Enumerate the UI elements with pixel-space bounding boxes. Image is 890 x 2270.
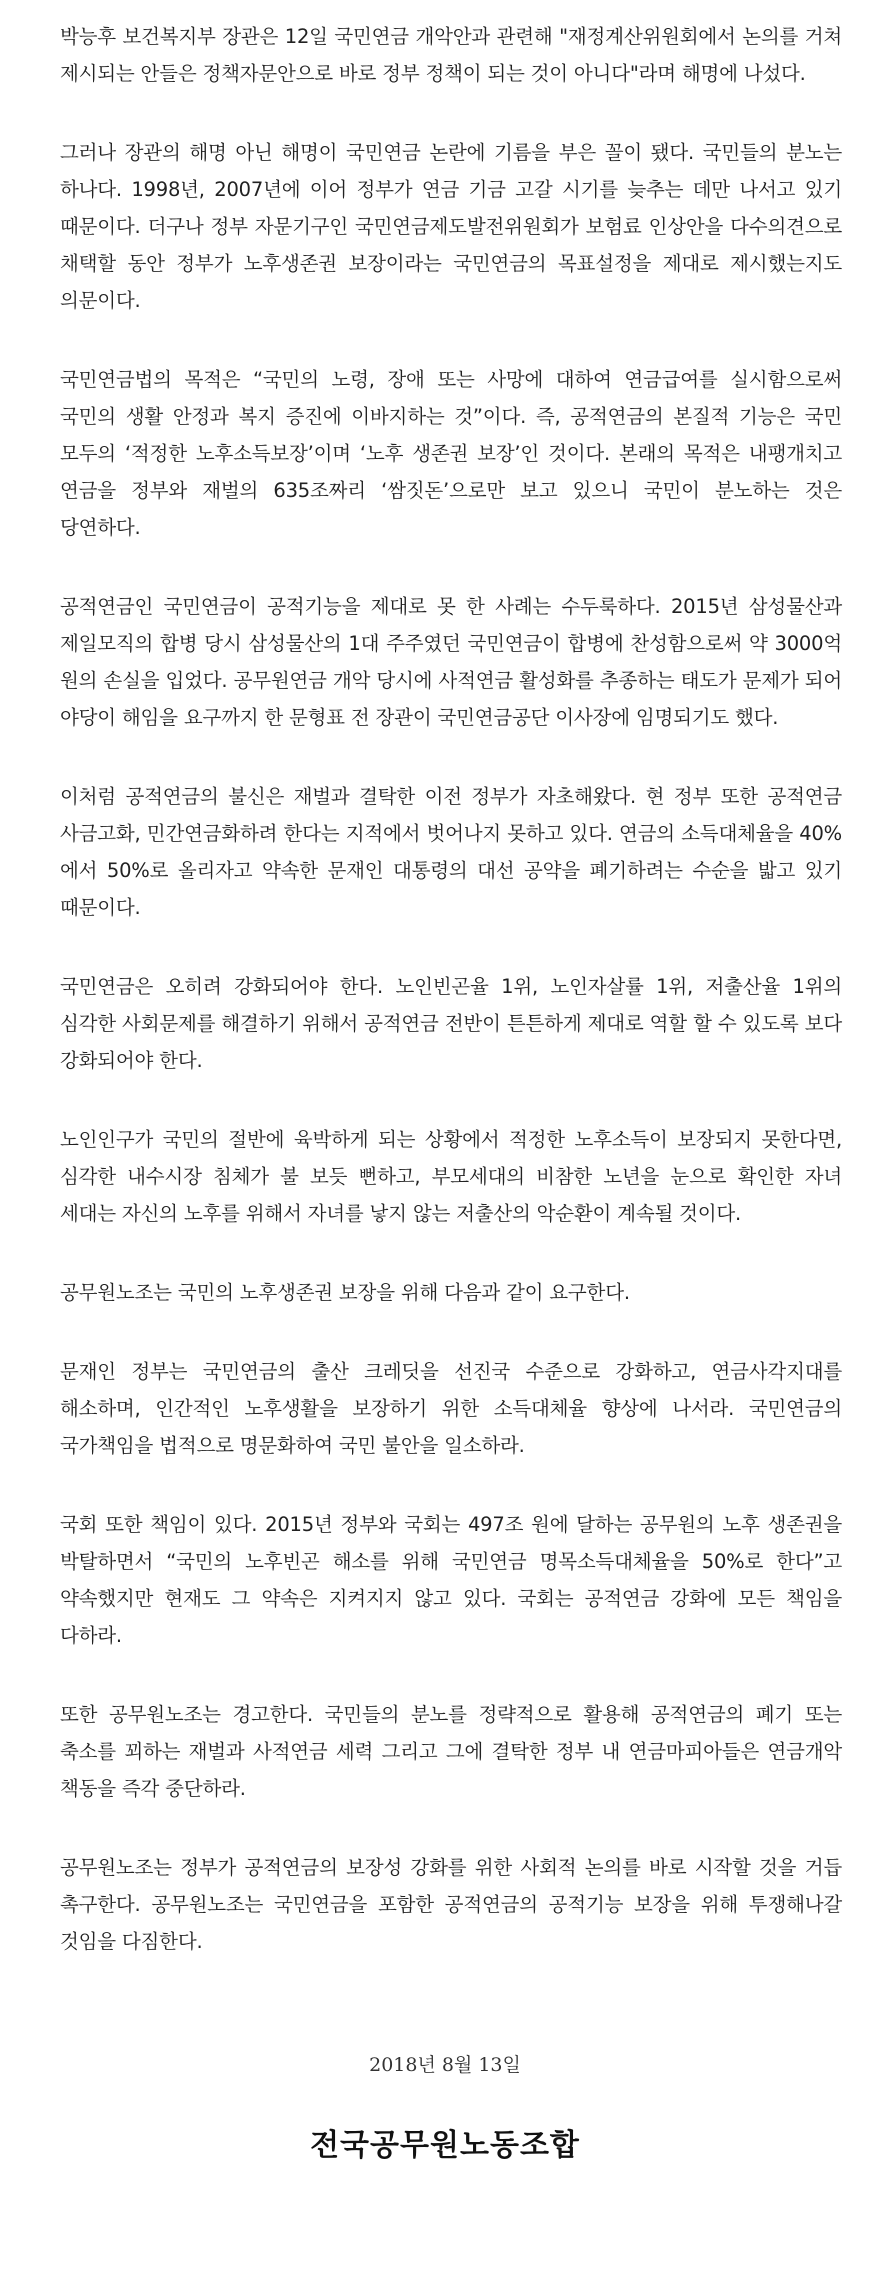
statement-date: 2018년 8월 13일 [369, 2054, 521, 2076]
paragraph-8: 공무원노조는 국민의 노후생존권 보장을 위해 다음과 같이 요구한다. [60, 1281, 630, 1304]
paragraph-5: 이처럼 공적연금의 불신은 재벌과 결탁한 이전 정부가 자초해왔다. 현 정부 또한 공적연금 사금고화, 민간연금화하려 한다는 지적에서 벗어나지 못하고 있다. 연금의 소득대체율을 40%에서 50%로 올리자고 약속한 문재인 대통령의 대선 공약을 폐기하려는 수순을 밟고 있기 때문이다. [60, 785, 842, 919]
paragraph-7: 노인인구가 국민의 절반에 육박하게 되는 상황에서 적정한 노후소득이 보장되지 못한다면, 심각한 내수시장 침체가 불 보듯 뻔하고, 부모세대의 비참한 노년을 눈으로 확인한 자녀 세대는 자신의 노후를 위해서 자녀를 낳지 않는 저출산의 악순환이 계속될 것이다. [60, 1128, 842, 1225]
organization-signature: 전국공무원노동조합 [310, 2128, 580, 2163]
statement-body [60, 18, 842, 2002]
paragraph-12: 공무원노조는 정부가 공적연금의 보장성 강화를 위한 사회적 논의를 바로 시작할 것을 거듭 촉구한다. 공무원노조는 국민연금을 포함한 공적연금의 공적기능 보장을 위해 투쟁해나갈 것임을 다짐한다. [60, 1856, 842, 1953]
paragraph-2: 그러나 장관의 해명 아닌 해명이 국민연금 논란에 기름을 부은 꼴이 됐다. 국민들의 분노는 하나다. 1998년, 2007년에 이어 정부가 연금 기금 고갈 시기를 늦추는 데만 나서고 있기 때문이다. 더구나 정부 자문기구인 국민연금제도발전위원회가 보험료 인상안을 다수의견으로 채택할 동안 정부가 노후생존권 보장이라는 국민연금의 목표설정을 제대로 제시했는지도 의문이다. [60, 141, 842, 312]
paragraph-1: 박능후 보건복지부 장관은 12일 국민연금 개악안과 관련해 "재정계산위원회에서 논의를 거쳐 제시되는 안들은 정책자문안으로 바로 정부 정책이 되는 것이 아니다"라며 해명에 나섰다. [60, 25, 842, 85]
paragraph-10: 국회 또한 책임이 있다. 2015년 정부와 국회는 497조 원에 달하는 공무원의 노후 생존권을 박탈하면서 “국민의 노후빈곤 해소를 위해 국민연금 명목소득대체율을 50%로 한다”고 약속했지만 현재도 그 약속은 지켜지지 않고 있다. 국회는 공적연금 강화에 모든 책임을 다하라. [60, 1513, 842, 1647]
paragraph-3: 국민연금법의 목적은 “국민의 노령, 장애 또는 사망에 대하여 연금급여를 실시함으로써 국민의 생활 안정과 복지 증진에 이바지하는 것”이다. 즉, 공적연금의 본질적 기능은 국민 모두의 ‘적정한 노후소득보장’이며 ‘노후 생존권 보장’인 것이다. 본래의 목적은 내팽개치고 연금을 정부와 재벌의 635조짜리 ‘쌈짓돈’으로만 보고 있으니 국민이 분노하는 것은 당연하다. [60, 368, 842, 539]
paragraph-11: 또한 공무원노조는 경고한다. 국민들의 분노를 정략적으로 활용해 공적연금의 폐기 또는 축소를 꾀하는 재벌과 사적연금 세력 그리고 그에 결탁한 정부 내 연금마피아들은 연금개악 책동을 즉각 중단하라. [60, 1703, 842, 1800]
paragraph-4: 공적연금인 국민연금이 공적기능을 제대로 못 한 사례는 수두룩하다. 2015년 삼성물산과 제일모직의 합병 당시 삼성물산의 1대 주주였던 국민연금이 합병에 찬성함으로써 약 3000억 원의 손실을 입었다. 공무원연금 개악 당시에 사적연금 활성화를 추종하는 태도가 문제가 되어 야당이 해임을 요구까지 한 문형표 전 장관이 국민연금공단 이사장에 임명되기도 했다. [60, 595, 842, 729]
paragraph-6: 국민연금은 오히려 강화되어야 한다. 노인빈곤율 1위, 노인자살률 1위, 저출산율 1위의 심각한 사회문제를 해결하기 위해서 공적연금 전반이 튼튼하게 제대로 역할 할 수 있도록 보다 강화되어야 한다. [60, 975, 842, 1072]
paragraph-9: 문재인 정부는 국민연금의 출산 크레딧을 선진국 수준으로 강화하고, 연금사각지대를 해소하며, 인간적인 노후생활을 보장하기 위한 소득대체율 향상에 나서라. 국민연금의 국가책임을 법적으로 명문화하여 국민 불안을 일소하라. [60, 1360, 842, 1457]
